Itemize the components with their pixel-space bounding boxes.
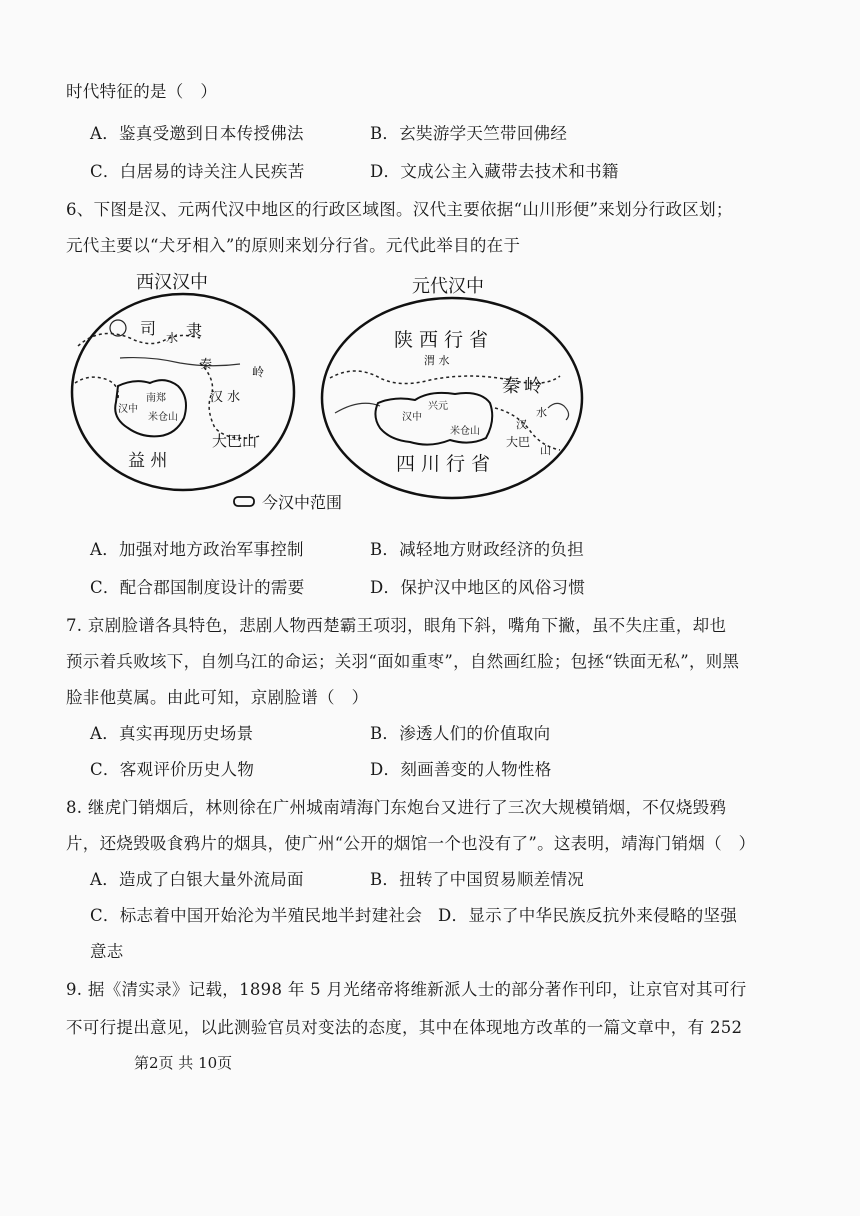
map-right-water-squiggle xyxy=(548,403,569,420)
map-right-label-micang: 米仓山 xyxy=(450,426,480,437)
map-right-label-weishui: 渭 水 xyxy=(424,354,450,367)
q6-option-d: D．保护汉中地区的风俗习惯 xyxy=(370,578,586,597)
q5-stem-tail: 时代特征的是（ ） xyxy=(66,82,218,101)
q6-option-a: A．加强对地方政治军事控制 xyxy=(90,540,304,559)
q9-stem-line1: 9. 据《清实录》记载，1898 年 5 月光绪帝将维新派人士的部分著作刊印，让京官对其可行 xyxy=(66,980,747,999)
q6-option-c: C．配合郡国制度设计的需要 xyxy=(90,578,305,597)
q6-option-b: B．减轻地方财政经济的负担 xyxy=(370,540,585,559)
map-right-label-shui: 水 xyxy=(536,406,547,419)
map-left-boundary-north xyxy=(78,334,200,347)
map-left-label-qin: 秦 xyxy=(200,357,213,371)
map-right-label-han: 汉 xyxy=(516,418,527,431)
map-left-label-hanshui: 汉 水 xyxy=(210,390,241,405)
q8-option-c: C．标志着中国开始沦为半殖民地半封建社会 xyxy=(90,906,423,925)
q8-option-a: A．造成了白银大量外流局面 xyxy=(90,870,304,889)
q5-option-d: D．文成公主入藏带去技术和书籍 xyxy=(370,162,619,181)
q6-stem-line2: 元代主要以“犬牙相入”的原则来划分行省。元代此举目的在于 xyxy=(66,236,521,255)
map-left-boundary-west xyxy=(75,377,118,398)
map-left-label-li: 隶 xyxy=(186,321,203,340)
map-right-label-qinling: 秦岭 xyxy=(502,376,546,397)
map-left-city-dot xyxy=(110,320,126,336)
hanzhong-maps xyxy=(0,268,860,518)
q7-option-b: B．渗透人们的价值取向 xyxy=(370,724,551,743)
legend-label: 今汉中范围 xyxy=(262,493,343,512)
q8-option-d: D．显示了中华民族反抗外来侵略的坚强 xyxy=(438,906,738,925)
map-right-title: 元代汉中 xyxy=(412,276,484,297)
map-right-label-xingyuan: 兴元 xyxy=(428,401,448,412)
q5-option-b: B．玄奘游学天竺带回佛经 xyxy=(370,124,568,143)
map-left-label-hanzhong: 汉中 xyxy=(118,404,138,415)
map-left-label-yizhou: 益 州 xyxy=(128,451,168,471)
map-left-title: 西汉汉中 xyxy=(136,272,208,293)
q7-stem-line3: 脸非他莫属。由此可知，京剧脸谱（ ） xyxy=(66,688,369,707)
q8-stem-line1: 8. 继虎门销烟后，林则徐在广州城南靖海门东炮台又进行了三次大规模销烟，不仅烧毁鸦 xyxy=(66,798,727,817)
map-left-label-si: 司 xyxy=(140,319,157,338)
q5-option-c: C．白居易的诗关注人民疾苦 xyxy=(90,162,305,181)
map-right-label-daba: 大巴 xyxy=(506,435,531,449)
page-number: 第2页 共 10页 xyxy=(134,1054,233,1072)
q6-stem-line1: 6、下图是汉、元两代汉中地区的行政区域图。汉代主要依据“山川形便”来划分行政区划； xyxy=(66,200,733,219)
legend-swatch xyxy=(234,497,254,506)
map-left-label-ling: 岭 xyxy=(252,365,265,379)
q7-option-c: C．客观评价历史人物 xyxy=(90,760,255,779)
map-left-label-dabashan: 大巴山 xyxy=(212,432,258,450)
map-right-river xyxy=(335,403,380,413)
map-left-label-nanzheng: 南郑 xyxy=(146,393,166,404)
q9-stem-line2: 不可行提出意见，以此测验官员对变法的态度，其中在体现地方改革的一篇文章中，有 252 xyxy=(66,1018,743,1037)
q7-stem-line1: 7. 京剧脸谱各具特色，悲剧人物西楚霸王项羽，眼角下斜，嘴角下撇，虽不失庄重，却也 xyxy=(66,616,727,635)
q7-option-d: D．刻画善变的人物性格 xyxy=(370,760,552,779)
q8-option-b: B．扭转了中国贸易顺差情况 xyxy=(370,870,585,889)
map-right-label-shaanxi: 陕西行省 xyxy=(394,329,495,351)
q7-stem-line2: 预示着兵败垓下，自刎乌江的命运；关羽“面如重枣”，自然画红脸；包拯“铁面无私”，则黑 xyxy=(66,652,740,671)
q8-option-d-cont: 意志 xyxy=(90,942,124,961)
q5-option-a: A．鉴真受邀到日本传授佛法 xyxy=(90,124,304,143)
map-left-label-micang: 米仓山 xyxy=(148,412,178,423)
q7-option-a: A．真实再现历史场景 xyxy=(90,724,254,743)
map-right-label-sichuan: 四川行省 xyxy=(396,453,497,475)
map-left-river xyxy=(120,358,240,366)
map-right-label-hanzhong: 汉中 xyxy=(402,412,422,423)
map-left-label-shui: 水 xyxy=(166,331,179,345)
map-right-label-shan: 山 xyxy=(540,444,551,457)
q8-stem-line2: 片，还烧毁吸食鸦片的烟具，使广州“公开的烟馆一个也没有了”。这表明，靖海门销烟（ ） xyxy=(66,834,756,853)
